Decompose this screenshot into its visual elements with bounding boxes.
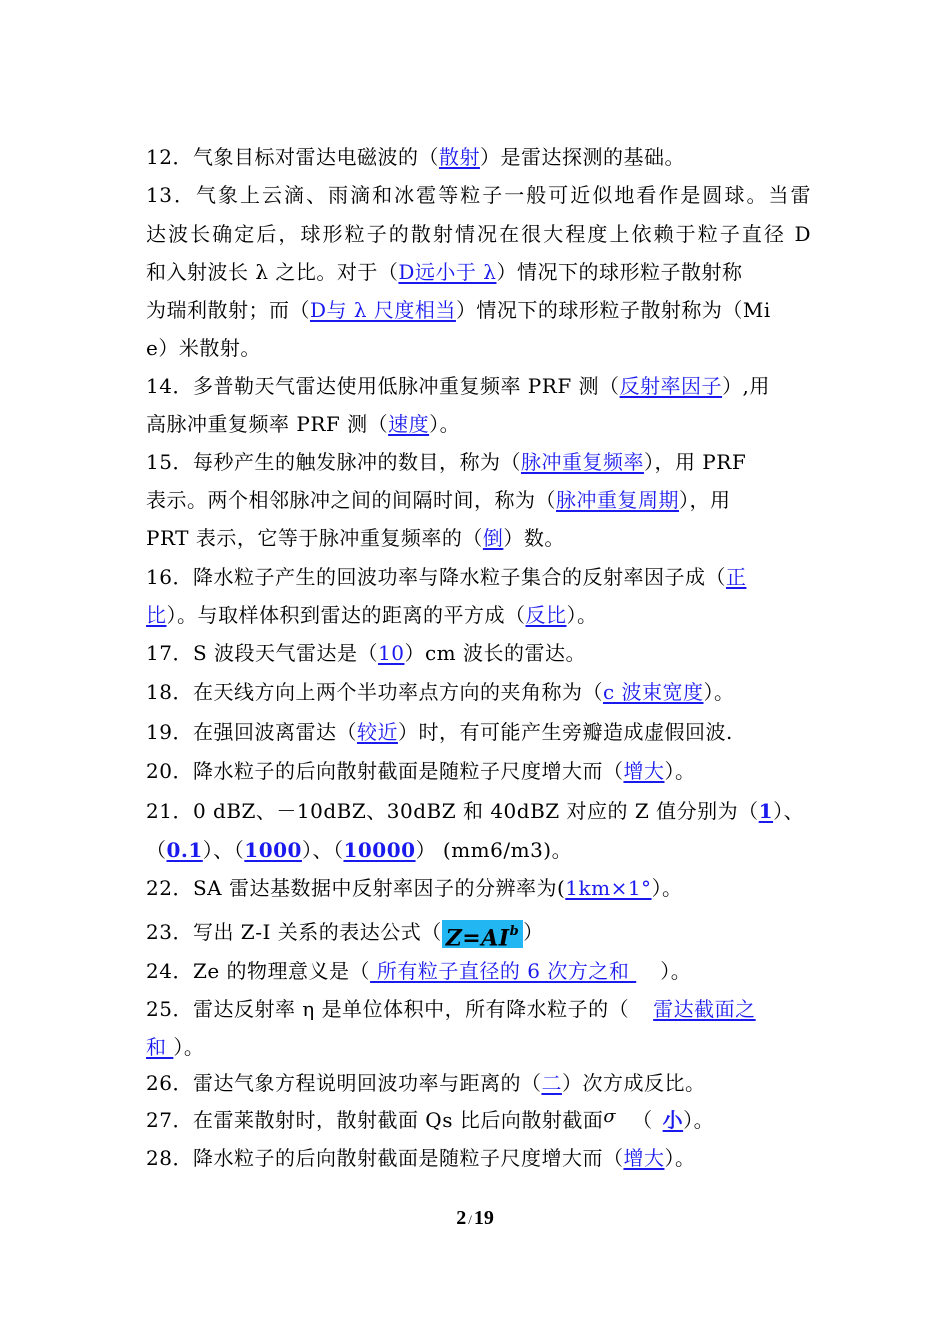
question-text: 24．Ze 的物理意义是（ [146,959,371,983]
question-13-line-5: e）米散射。 [146,336,261,360]
question-text: 25．雷达反射率 η 是单位体积中，所有降水粒子的（ [146,997,630,1021]
question-text: ） (mm6/m3)。 [415,838,573,862]
answer-link[interactable]: 反比 [525,603,567,627]
question-text: （ [632,1108,653,1132]
question-text: 为瑞利散射；而（ [146,298,310,322]
question-text: ）情况下的球形粒子散射称 [496,260,743,284]
answer-link[interactable]: 1km×1° [565,876,652,900]
question-12 [146,138,811,176]
answer-link[interactable]: 0.1 [166,838,203,862]
question-25-line-2 [146,1028,811,1066]
question-text: 22．SA 雷达基数据中反射率因子的分辨率为( [146,876,566,900]
question-text: 27．在雷莱散射时，散射截面 Qs 比后向散射截面 [146,1108,604,1132]
question-16-line-2 [146,596,811,634]
question-text: 表示。两个相邻脉冲之间的间隔时间，称为（ [146,488,556,512]
question-20 [146,752,811,790]
question-13-line-2: 达波长确定后，球形粒子的散射情况在很大程度上依赖于粒子直径 D [146,222,811,246]
answer-link[interactable]: 比 [146,603,167,627]
question-text: ）、（ [301,838,344,862]
question-text: 和入射波长 λ 之比。对于（ [146,260,399,284]
question-text: ）。 [173,1035,205,1059]
answer-link[interactable]: 10000 [343,838,416,862]
question-13-line-4 [146,291,811,329]
question-text: ），用 PRF [643,450,747,474]
question-19 [146,713,811,751]
question-text: ）是雷达探测的基础。 [479,145,685,169]
question-23 [146,913,811,951]
question-text: ）数。 [503,526,565,550]
question-text: ）cm 波长的雷达。 [404,641,586,665]
question-text: ）、（ [202,838,245,862]
formula-exponent: b [509,923,520,939]
question-text: 23．写出 Z-I 关系的表达公式（ [146,920,442,944]
question-14-line-1 [146,367,811,405]
question-text: 15．每秒产生的触发脉冲的数目，称为（ [146,450,521,474]
answer-link[interactable]: D与 λ 尺度相当 [310,298,456,322]
question-26 [146,1064,811,1102]
question-25-line-1 [146,990,811,1028]
formula-text: Z=AI [445,924,510,951]
current-page: 2 [456,1207,467,1229]
question-text: 17．S 波段天气雷达是（ [146,641,379,665]
answer-link[interactable]: 增大 [623,1146,665,1170]
question-text: ）。 [703,680,735,704]
answer-link[interactable]: 1000 [244,838,302,862]
question-text: 28．降水粒子的后向散射截面是随粒子尺度增大而（ [146,1146,624,1170]
question-text: ）、 [773,799,805,823]
answer-link[interactable]: 1 [758,799,774,823]
answer-link[interactable]: 所有粒子直径的 6 次方之和 [370,959,637,983]
answer-link[interactable]: D远小于 λ [398,260,497,284]
total-pages: 19 [473,1207,494,1229]
question-text: ）。 [660,959,692,983]
answer-link[interactable]: 雷达截面之 [653,997,756,1021]
answer-link[interactable]: 脉冲重复频率 [520,450,644,474]
question-text: ） [523,920,544,944]
answer-link[interactable]: 和 [146,1035,174,1059]
question-text: 19．在强回波离雷达（ [146,720,357,744]
question-text: ）。 [683,1108,715,1132]
question-16-line-1 [146,558,811,596]
question-13-line-1: 13．气象上云滴、雨滴和冰雹等粒子一般可近似地看作是圆球。当雷 [146,183,811,207]
question-text: 21．0 dBZ、－10dBZ、30dBZ 和 40dBZ 对应的 Z 值分别为（ [146,799,759,823]
answer-link[interactable]: 速度 [388,412,430,436]
question-text: PRT 表示，它等于脉冲重复频率的（ [146,526,483,550]
question-21-line-2 [146,831,811,869]
question-text: 12．气象目标对雷达电磁波的（ [146,145,439,169]
question-21-line-1 [146,792,811,830]
answer-link[interactable]: c 波束宽度 [602,680,704,704]
question-text: 14．多普勒天气雷达使用低脉冲重复频率 PRF 测（ [146,374,620,398]
question-22 [146,869,811,907]
question-text: ）。 [566,603,598,627]
sigma-symbol: σ [603,1106,617,1127]
question-text: ）次方成反比。 [561,1071,706,1095]
page-separator: / [468,1212,472,1227]
question-27 [146,1101,811,1139]
formula-box [442,920,523,951]
question-14-line-2 [146,405,811,443]
question-17 [146,634,811,672]
question-28 [146,1139,811,1177]
question-text: ）。与取样体积到雷达的距离的平方成（ [166,603,526,627]
answer-link[interactable]: 小 [662,1108,684,1132]
question-text: ）时，有可能产生旁瓣造成虚假回波. [397,720,733,744]
answer-link[interactable]: 脉冲重复周期 [556,488,679,512]
answer-link[interactable]: 二 [541,1071,562,1095]
question-text: 高脉冲重复频率 PRF 测（ [146,412,389,436]
question-text: ）。 [429,412,461,436]
answer-link[interactable]: 反射率因子 [619,374,723,398]
answer-link[interactable]: 增大 [623,759,665,783]
question-text: ）情况下的球形粒子散射称为（Mi [455,298,771,322]
question-13-line-3 [146,253,811,291]
question-text: （ [146,838,167,862]
question-18 [146,673,811,711]
question-text: 20．降水粒子的后向散射截面是随粒子尺度增大而（ [146,759,624,783]
answer-link[interactable]: 较近 [356,720,398,744]
answer-link[interactable]: 正 [725,565,747,589]
question-text: ），用 [679,488,731,512]
question-15-line-1 [146,443,811,481]
question-text: ）。 [651,876,683,900]
question-text: 18．在天线方向上两个半功率点方向的夹角称为（ [146,680,603,704]
question-text: ）。 [664,1146,696,1170]
answer-link[interactable]: 倒 [482,526,504,550]
question-text: 26．雷达气象方程说明回波功率与距离的（ [146,1071,542,1095]
question-text: 16．降水粒子产生的回波功率与降水粒子集合的反射率因子成（ [146,565,726,589]
answer-link[interactable]: 散射 [438,145,480,169]
question-text: ）,用 [722,374,770,398]
page-number [0,1207,950,1230]
question-24 [146,952,811,990]
question-15-line-3 [146,519,811,557]
question-text: ）。 [664,759,696,783]
answer-link[interactable]: 10 [378,641,405,665]
question-15-line-2 [146,481,811,519]
